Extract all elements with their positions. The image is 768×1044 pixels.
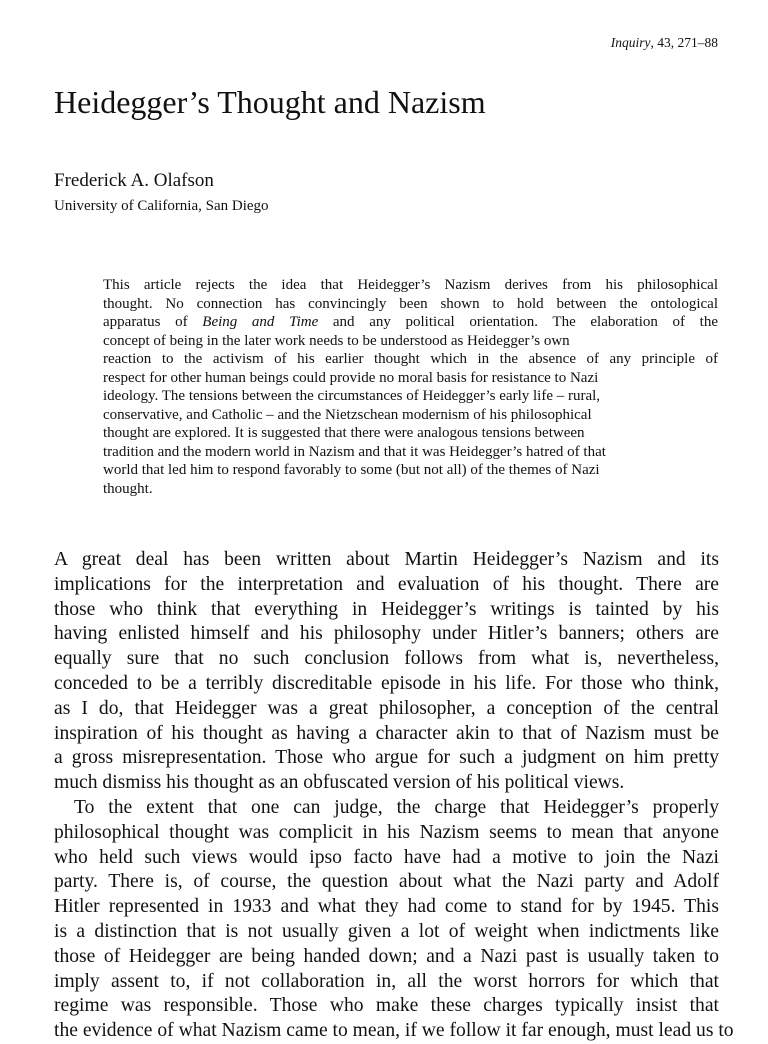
- body-line: those who think that everything in Heidegger’s writings is tainted by his: [54, 598, 719, 620]
- abstract-line: conservative, and Catholic – and the Nietzschean modernism of his philosophical: [103, 406, 592, 423]
- abstract-line: reaction to the activism of his earlier thought which in the absence of any principle of: [103, 351, 718, 367]
- book-title-being-and-time: Being and Time: [202, 314, 319, 330]
- body-line: implications for the interpretation and evaluation of his thought. There are: [54, 573, 719, 595]
- abstract-line: respect for other human beings could provide no moral basis for resistance to Nazi: [103, 369, 599, 386]
- body-line: regime was responsible. Those who make these charges typically insist that: [54, 995, 719, 1017]
- body-line: a gross misrepresentation. Those who argue for such a judgment on him pretty: [54, 747, 719, 769]
- body-line: the evidence of what Nazism came to mean, if we follow it far enough, must lead us to: [54, 1020, 734, 1042]
- body-line: who held such views would ipso facto have had a motive to join the Nazi: [54, 846, 719, 868]
- abstract-line: ideology. The tensions between the circumstances of Heidegger’s early life – rural,: [103, 388, 601, 404]
- body-line: conceded to be a terribly discreditable episode in his life. For those who think,: [54, 672, 719, 694]
- author-affiliation: University of California, San Diego: [54, 198, 269, 214]
- article-title: Heidegger’s Thought and Nazism: [54, 84, 486, 120]
- body-line: imply assent to, if not collaboration in, all the worst horrors for which that: [54, 970, 719, 992]
- abstract-line-part: and any political orientation. The elaboration of the: [318, 314, 718, 330]
- body-line: much dismiss his thought as an obfuscated version of his political views.: [54, 772, 625, 794]
- body-line: equally sure that no such conclusion follows from what is, nevertheless,: [54, 648, 719, 670]
- body-line: To the extent that one can judge, the charge that Heidegger’s properly: [74, 796, 719, 818]
- abstract-line: tradition and the modern world in Nazism and that it was Heidegger’s hatred of that: [103, 443, 606, 460]
- journal-citation: [611, 34, 718, 52]
- body-line: having enlisted himself and his philosophy under Hitler’s banners; others are: [54, 623, 719, 645]
- body-text: [54, 548, 734, 1044]
- abstract-line: thought are explored. It is suggested that there were analogous tensions between: [103, 425, 585, 441]
- body-line: is a distinction that is not usually given a lot of weight when indictments like: [54, 920, 719, 942]
- body-line: philosophical thought was complicit in his Nazism seems to mean that anyone: [54, 821, 719, 843]
- journal-name: Inquiry: [610, 35, 651, 50]
- abstract-line: thought.: [103, 480, 153, 497]
- abstract-line: [103, 313, 718, 332]
- body-line: party. There is, of course, the question about what the Nazi party and Adolf: [54, 871, 719, 893]
- abstract-line: world that led him to respond favorably to some (but not all) of the themes of Nazi: [103, 462, 600, 478]
- abstract-line: thought. No connection has convincingly been shown to hold between the ontological: [103, 295, 718, 312]
- abstract: [103, 276, 718, 498]
- abstract-line: This article rejects the idea that Heidegger’s Nazism derives from his philosophical: [103, 277, 718, 293]
- body-line: inspiration of his thought as having a character akin to that of Nazism must be: [54, 722, 719, 744]
- author-name: Frederick A. Olafson: [54, 170, 214, 191]
- abstract-line-part: apparatus of: [103, 314, 203, 330]
- body-line: A great deal has been written about Martin Heidegger’s Nazism and its: [54, 549, 719, 570]
- body-line: as I do, that Heidegger was a great philosopher, a conception of the central: [54, 697, 719, 719]
- volume-pages: , 43, 271–88: [650, 35, 718, 50]
- body-line: those of Heidegger are being handed down; and a Nazi past is usually taken to: [54, 945, 719, 967]
- abstract-line: concept of being in the later work needs to be understood as Heidegger’s own: [103, 332, 570, 349]
- body-line: Hitler represented in 1933 and what they had come to stand for by 1945. This: [54, 896, 719, 918]
